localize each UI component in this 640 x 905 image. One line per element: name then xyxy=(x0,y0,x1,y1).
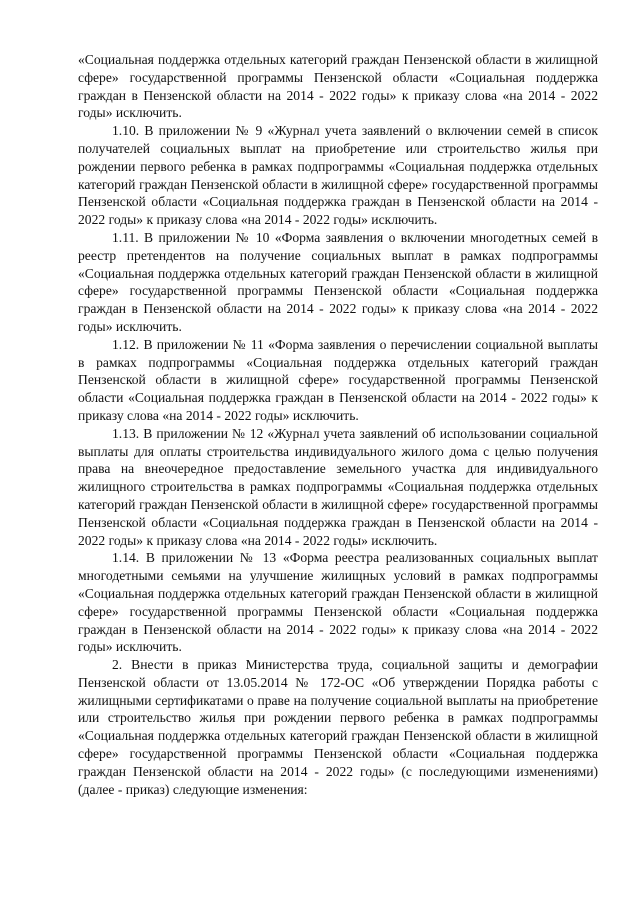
paragraph-1-12: 1.12. В приложении № 11 «Форма заявления о перечислении социальной выплаты в рамках подпрограммы «Социальная поддержка отдельных категорий граждан Пензенской области в жилищной сфере» государственной программы Пензенской области «Социальная поддержка граждан в Пензенской области на 2014 - 2022 годы» к приказу слова «на 2014 - 2022 годы» исключить. xyxy=(78,336,598,423)
paragraph-1-10: 1.10. В приложении № 9 «Журнал учета заявлений о включении семей в список получателей социальных выплат на приобретение или строительство жилья при рождении первого ребенка в рамках подпрограммы «Социальная поддержка отдельных категорий граждан Пензенской области в жилищной сфере» государственной программы Пензенской области «Социальная поддержка граждан в Пензенской области на 2014 - 2022 годы» к приказу слова «на 2014 - 2022 годы» исключить. xyxy=(78,123,598,228)
paragraph-2: 2. Внести в приказ Министерства труда, социальной защиты и демографии Пензенской области от 13.05.2014 № 172-ОС «Об утверждении Порядка работы с жилищными сертификатами о праве на получение социальной выплаты на приобретение или строительство жилья при рождении первого ребенка в рамках подпрограммы «Социальная поддержка отдельных категорий граждан Пензенской области в жилищной сфере» государственной программы Пензенской области «Социальная поддержка граждан Пензенской области на 2014 - 2022 годы» (с последующими изменениями) (далее - приказ) следующие изменения: xyxy=(78,657,598,797)
paragraph-1-13: 1.13. В приложении № 12 «Журнал учета заявлений об использовании социальной выплаты для оплаты строительства индивидуального жилого дома с целью получения права на внеочередное предоставление земельного участка для индивидуального жилищного строительства в рамках подпрограммы «Социальная поддержка отдельных категорий граждан Пензенской области в жилищной сфере» государственной программы Пензенской области «Социальная поддержка граждан в Пензенской области на 2014 - 2022 годы» к приказу слова «на 2014 - 2022 годы» исключить. xyxy=(78,425,598,548)
paragraph-1-11: 1.11. В приложении № 10 «Форма заявления о включении многодетных семей в реестр претендентов на получение социальных выплат в рамках подпрограммы «Социальная поддержка отдельных категорий граждан Пензенской области в жилищной сфере» государственной программы Пензенской области «Социальная поддержка граждан в Пензенской области на 2014 - 2022 годы» к приказу слова «на 2014 - 2022 годы» исключить. xyxy=(78,229,598,334)
paragraph-continuation: «Социальная поддержка отдельных категорий граждан Пензенской области в жилищной сфере» государственной программы Пензенской области «Социальная поддержка граждан в Пензенской области на 2014 - 2022 годы» к приказу слова «на 2014 - 2022 годы» исключить. xyxy=(78,52,598,121)
paragraph-1-14: 1.14. В приложении № 13 «Форма реестра реализованных социальных выплат многодетными семьями на улучшение жилищных условий в рамках подпрограммы «Социальная поддержка отдельных категорий граждан Пензенской области в жилищной сфере» государственной программы Пензенской области «Социальная поддержка граждан в Пензенской области на 2014 - 2022 годы» к приказу слова «на 2014 - 2022 годы» исключить. xyxy=(78,550,598,655)
document-page xyxy=(78,51,598,798)
